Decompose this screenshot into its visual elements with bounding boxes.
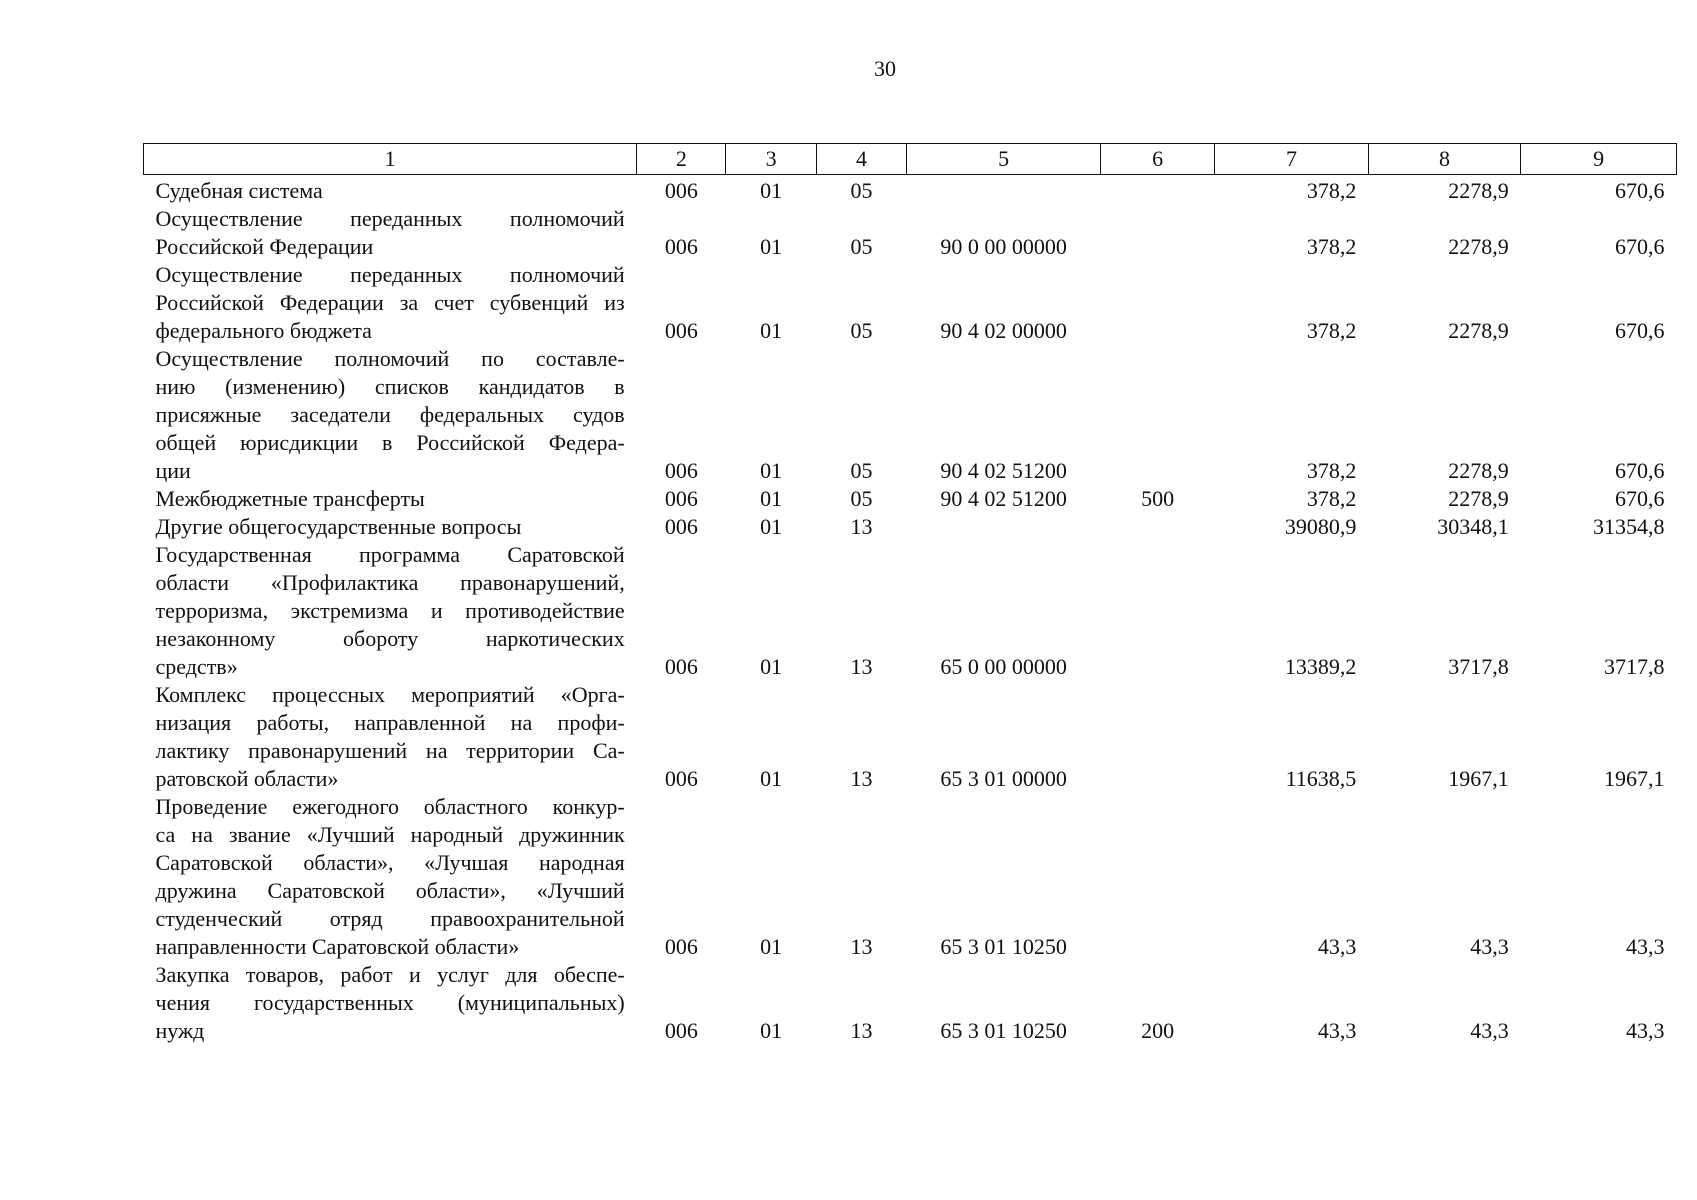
header-cell-2: 2 — [637, 144, 726, 175]
expense-name-line: Осуществление полномочий по составле- — [155, 346, 625, 371]
amount-col-8-cell: 43,3 — [1470, 934, 1509, 959]
expense-type-cell — [1100, 345, 1214, 485]
table-row — [144, 485, 1677, 513]
amount-col-7-cell: 378,2 — [1306, 234, 1357, 259]
expense-name-line: Закупка товаров, работ и услуг для обеспе- — [155, 962, 625, 987]
expense-name-line: ции — [155, 458, 191, 483]
gr-code-cell: 006 — [664, 486, 698, 511]
section-code-cell: 01 — [760, 486, 783, 511]
section-code-cell: 01 — [760, 318, 783, 343]
amount-col-7-cell: 378,2 — [1306, 178, 1357, 203]
expense-name-line: дружина Саратовской области», «Лучший — [155, 878, 625, 903]
amount-col-9-cell: 670,6 — [1615, 486, 1665, 511]
amount-col-7-cell: 378,2 — [1306, 486, 1357, 511]
amount-col-7-cell: 378,2 — [1306, 458, 1357, 483]
subsection-code-cell: 05 — [850, 486, 873, 511]
expense-type-cell: 200 — [1141, 1018, 1175, 1043]
expense-name-cell — [144, 205, 637, 261]
expense-name-line: Российской Федерации за счет субвенций из — [155, 290, 625, 315]
target-article-cell: 65 3 01 10250 — [940, 1018, 1067, 1043]
subsection-code-cell: 13 — [850, 1018, 873, 1043]
expense-name-cell — [144, 485, 637, 513]
gr-code-cell: 006 — [664, 234, 698, 259]
expense-name-line: Российской Федерации — [155, 234, 374, 259]
page-number: 30 — [874, 56, 896, 81]
section-code-cell: 01 — [760, 1018, 783, 1043]
subsection-code-cell: 13 — [850, 654, 873, 679]
expense-name-line: присяжные заседатели федеральных судов — [155, 402, 625, 427]
expense-name-line: са на звание «Лучший народный дружинник — [155, 822, 625, 847]
amount-col-9-cell: 670,6 — [1615, 178, 1665, 203]
gr-code-cell: 006 — [664, 318, 698, 343]
expense-type-cell — [1100, 261, 1214, 345]
target-article-cell: 65 0 00 00000 — [940, 654, 1067, 679]
expense-name-line: общей юрисдикции в Российской Федера- — [155, 430, 625, 455]
expense-name-line: Судебная система — [155, 178, 323, 203]
expense-name-line: студенческий отряд правоохранительной — [155, 906, 625, 931]
expense-name-line: Саратовской области», «Лучшая народная — [155, 850, 625, 875]
target-article-cell: 65 3 01 00000 — [940, 766, 1067, 791]
gr-code-cell: 006 — [664, 458, 698, 483]
expense-name-line: Межбюджетные трансферты — [155, 486, 425, 511]
header-cell-6: 6 — [1100, 144, 1214, 175]
amount-col-8-cell: 1967,1 — [1448, 766, 1509, 791]
expense-type-cell: 500 — [1141, 486, 1175, 511]
target-article-cell: 90 0 00 00000 — [940, 234, 1067, 259]
header-cell-3: 3 — [726, 144, 816, 175]
amount-col-7-cell: 11638,5 — [1285, 766, 1357, 791]
section-code-cell: 01 — [760, 458, 783, 483]
target-article-cell — [907, 513, 1101, 541]
section-code-cell: 01 — [760, 934, 783, 959]
section-code-cell: 01 — [760, 514, 783, 539]
expense-name-cell — [144, 541, 637, 681]
expense-name-cell — [144, 961, 637, 1045]
expense-name-line: Осуществление переданных полномочий — [155, 262, 625, 287]
amount-col-9-cell: 670,6 — [1615, 234, 1665, 259]
expense-type-cell — [1100, 513, 1214, 541]
table-row — [144, 261, 1677, 345]
gr-code-cell: 006 — [664, 178, 698, 203]
table-row — [144, 175, 1677, 206]
section-code-cell: 01 — [760, 178, 783, 203]
target-article-cell — [907, 175, 1101, 206]
subsection-code-cell: 13 — [850, 766, 873, 791]
amount-col-9-cell: 3717,8 — [1604, 654, 1665, 679]
expense-name-line: нужд — [155, 1018, 205, 1043]
table-row — [144, 513, 1677, 541]
subsection-code-cell: 05 — [850, 458, 873, 483]
expense-type-cell — [1100, 541, 1214, 681]
expense-name-line: Проведение ежегодного областного конкур- — [155, 794, 625, 819]
amount-col-9-cell: 43,3 — [1626, 1018, 1665, 1043]
amount-col-7-cell: 43,3 — [1317, 1018, 1357, 1043]
expense-name-line: терроризма, экстремизма и противодействие — [155, 598, 625, 623]
target-article-cell: 90 4 02 51200 — [940, 458, 1067, 483]
section-code-cell: 01 — [760, 766, 783, 791]
budget-table — [143, 143, 1677, 1045]
section-code-cell: 01 — [760, 654, 783, 679]
amount-col-8-cell: 2278,9 — [1448, 234, 1509, 259]
amount-col-8-cell: 2278,9 — [1448, 486, 1509, 511]
subsection-code-cell: 05 — [850, 178, 873, 203]
amount-col-8-cell: 2278,9 — [1448, 178, 1509, 203]
expense-name-line: Комплекс процессных мероприятий «Орга- — [155, 682, 625, 707]
section-code-cell: 01 — [760, 234, 783, 259]
table-row — [144, 681, 1677, 793]
amount-col-8-cell: 2278,9 — [1448, 458, 1509, 483]
expense-name-cell — [144, 261, 637, 345]
target-article-cell: 65 3 01 10250 — [940, 934, 1067, 959]
table-row — [144, 793, 1677, 961]
target-article-cell: 90 4 02 51200 — [940, 486, 1067, 511]
amount-col-9-cell: 670,6 — [1615, 458, 1665, 483]
expense-type-cell — [1100, 793, 1214, 961]
expense-name-line: направленности Саратовской области» — [155, 934, 520, 959]
table-row — [144, 205, 1677, 261]
header-cell-8: 8 — [1368, 144, 1520, 175]
expense-type-cell — [1100, 681, 1214, 793]
table-header — [144, 144, 1677, 175]
gr-code-cell: 006 — [664, 766, 698, 791]
amount-col-7-cell: 43,3 — [1317, 934, 1357, 959]
expense-name-cell — [144, 175, 637, 206]
header-cell-9: 9 — [1521, 144, 1677, 175]
header-cell-5: 5 — [907, 144, 1101, 175]
subsection-code-cell: 05 — [850, 318, 873, 343]
expense-name-line: Осуществление переданных полномочий — [155, 206, 625, 231]
header-cell-1: 1 — [144, 144, 637, 175]
expense-name-cell — [144, 513, 637, 541]
header-cell-7: 7 — [1215, 144, 1369, 175]
expense-name-cell — [144, 793, 637, 961]
gr-code-cell: 006 — [664, 514, 698, 539]
expense-name-line: федерального бюджета — [155, 318, 372, 343]
table-row — [144, 961, 1677, 1045]
table-body — [144, 175, 1677, 1046]
target-article-cell: 90 4 02 00000 — [940, 318, 1067, 343]
expense-name-line: чения государственных (муниципальных) — [155, 990, 625, 1015]
gr-code-cell: 006 — [664, 1018, 698, 1043]
gr-code-cell: 006 — [664, 934, 698, 959]
amount-col-7-cell: 39080,9 — [1284, 514, 1357, 539]
subsection-code-cell: 13 — [850, 514, 873, 539]
expense-type-cell — [1100, 175, 1214, 206]
expense-name-cell — [144, 681, 637, 793]
amount-col-9-cell: 31354,8 — [1593, 514, 1665, 539]
amount-col-9-cell: 670,6 — [1615, 318, 1665, 343]
expense-name-line: области «Профилактика правонарушений, — [155, 570, 625, 595]
table-row — [144, 541, 1677, 681]
expense-name-line: Государственная программа Саратовской — [155, 542, 625, 567]
amount-col-8-cell: 3717,8 — [1448, 654, 1509, 679]
amount-col-8-cell: 30348,1 — [1437, 514, 1509, 539]
header-cell-4: 4 — [816, 144, 906, 175]
expense-name-line: лактику правонарушений на территории Са- — [155, 738, 625, 763]
amount-col-8-cell: 2278,9 — [1448, 318, 1509, 343]
amount-col-7-cell: 13389,2 — [1284, 654, 1357, 679]
amount-col-9-cell: 1967,1 — [1604, 766, 1665, 791]
gr-code-cell: 006 — [664, 654, 698, 679]
amount-col-8-cell: 43,3 — [1470, 1018, 1509, 1043]
expense-name-line: Другие общегосударственные вопросы — [155, 514, 522, 539]
amount-col-9-cell: 43,3 — [1626, 934, 1665, 959]
subsection-code-cell: 05 — [850, 234, 873, 259]
amount-col-7-cell: 378,2 — [1306, 318, 1357, 343]
table-row — [144, 345, 1677, 485]
expense-name-line: нию (изменению) списков кандидатов в — [155, 374, 625, 399]
expense-type-cell — [1100, 205, 1214, 261]
expense-name-line: низация работы, направленной на профи- — [155, 710, 625, 735]
subsection-code-cell: 13 — [850, 934, 873, 959]
expense-name-line: незаконному обороту наркотических — [155, 626, 625, 651]
expense-name-line: средств» — [155, 654, 238, 679]
expense-name-cell — [144, 345, 637, 485]
header-row — [144, 144, 1677, 175]
expense-name-line: ратовской области» — [155, 766, 339, 791]
